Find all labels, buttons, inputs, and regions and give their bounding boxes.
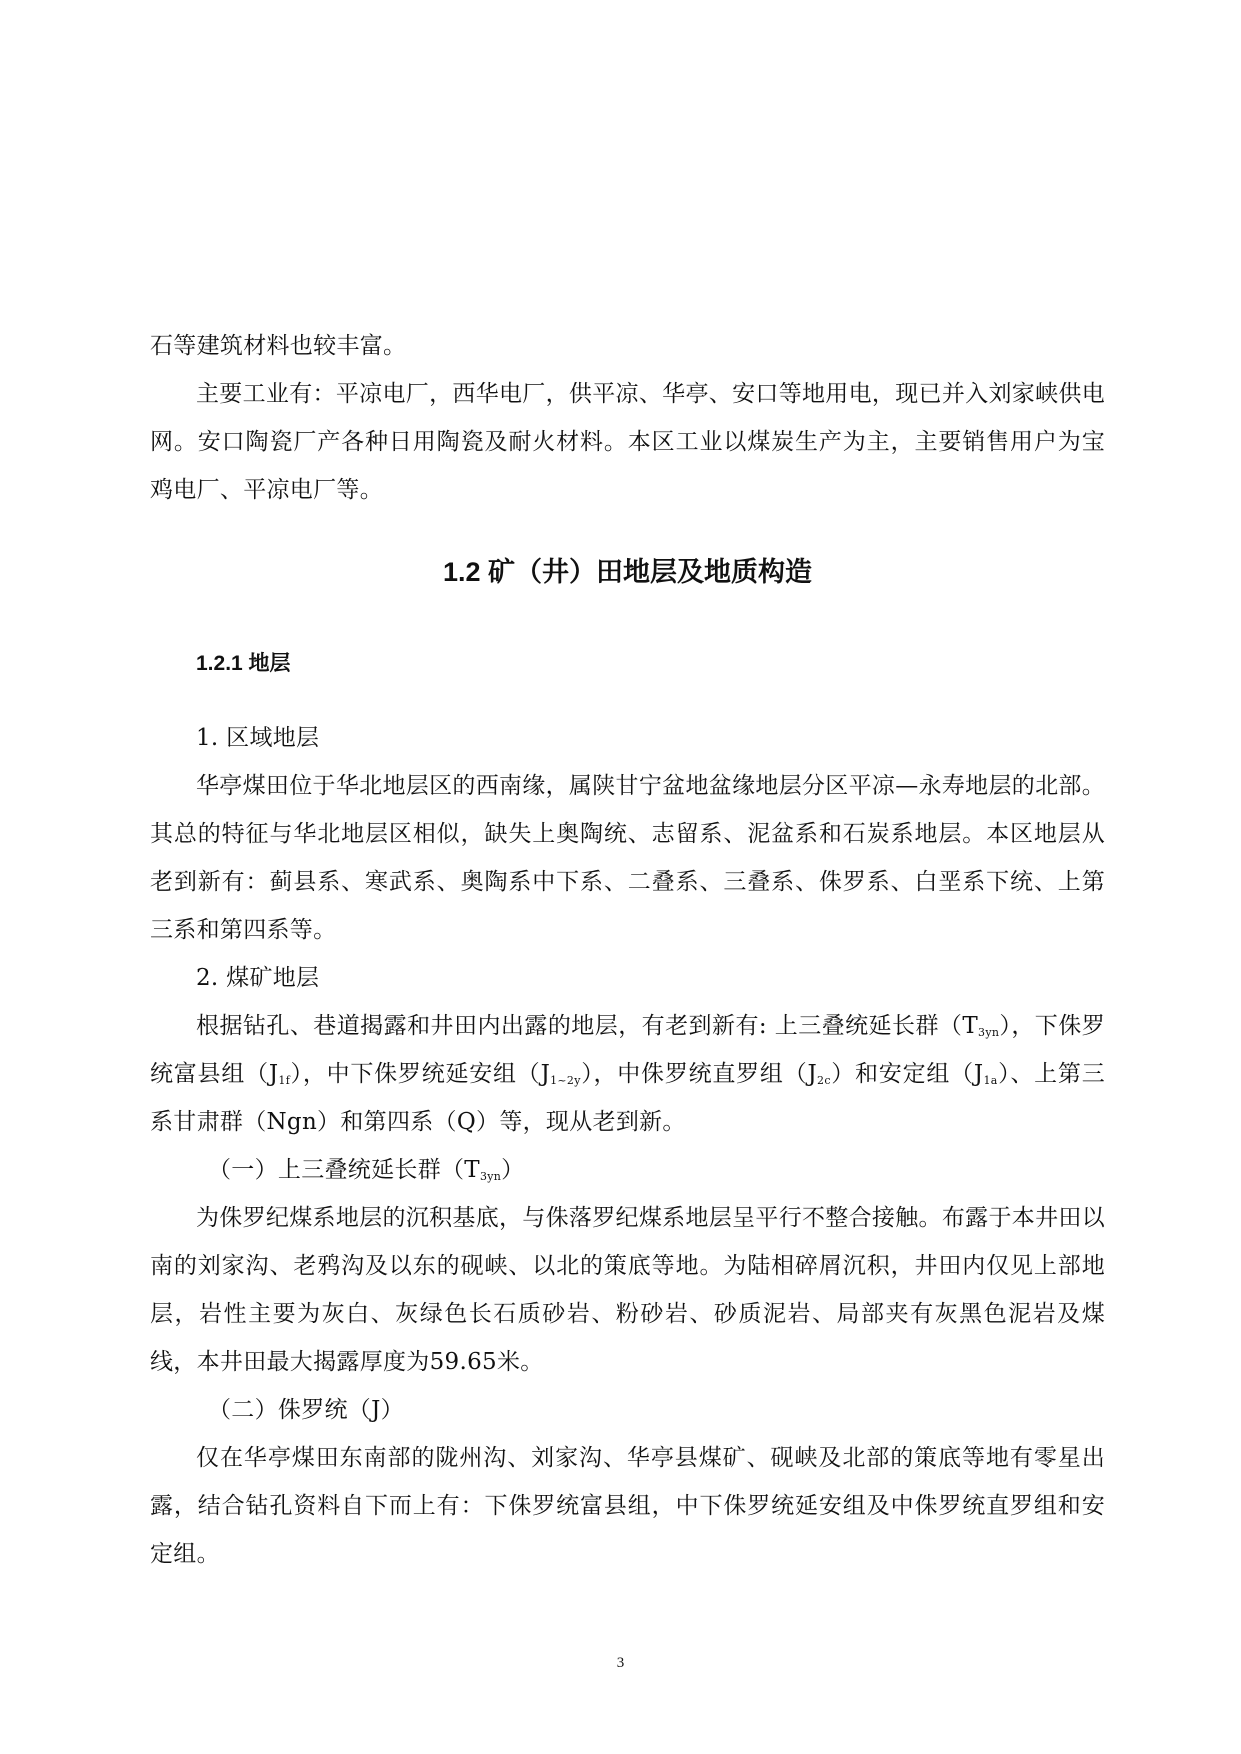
paragraph-industry: 主要工业有：平凉电厂，西华电厂，供平凉、华亭、安口等地用电，现已并入刘家峡供电网。安口陶瓷厂产各种日用陶瓷及耐火材料。本区工业以煤炭生产为主，主要销售用户为宝鸡电厂、平凉电厂等。 xyxy=(150,381,1105,503)
triassic-text: 为侏罗纪煤系地层的沉积基底，与侏落罗纪煤系地层呈平行不整合接触。布露于本井田以南的刘家沟、老鸦沟及以东的砚峡、以北的策底等地。为陆相碎屑沉积，井田内仅见上部地层，岩性主要为灰白、灰绿色长石质砂岩、粉砂岩、砂质泥岩、局部夹有灰黑色泥岩及煤线，本井田最大揭露厚度为59.65米。 xyxy=(150,1205,1105,1375)
section-title: 1.2 矿（井）田地层及地质构造 xyxy=(442,557,813,587)
regional-text: 华亭煤田位于华北地层区的西南缘，属陕甘宁盆地盆缘地层分区平凉—永寿地层的北部。其总的特征与华北地层区相似，缺失上奥陶统、志留系、泥盆系和石炭系地层。本区地层从老到新有：蓟县系、寒武系、奥陶系中下系、二叠系、三叠系、侏罗系、白垩系下统、上第三系和第四系等。 xyxy=(150,773,1105,943)
jurassic-heading: （二）侏罗统（J） xyxy=(208,1397,404,1423)
subsection-title: 1.2.1 地层 xyxy=(196,652,291,675)
triassic-heading: （一）上三叠统延长群$(T_{3yn})$ xyxy=(208,1157,525,1183)
coal-text: 根据钻孔、巷道揭露和井田内出露的地层，有老到新有: 上三叠统延长群$(T_{3yn})$，下侏罗统富县组$(J_{1f})$，中下侏罗统延安组$(J_{1\sim 2y})$，中侏罗统直罗组$(J_{2c})$和安定组$(J_{1a})$、上第三系甘肃群（Ngn）和第四系（Q）等，现从老到新。 xyxy=(150,1013,1106,1135)
document-body xyxy=(150,322,1105,1578)
coal-heading: 2. 煤矿地层 xyxy=(196,965,320,991)
jurassic-text: 仅在华亭煤田东南部的陇州沟、刘家沟、华亭县煤矿、砚峡及北部的策底等地有零星出露，结合钻孔资料自下而上有：下侏罗统富县组，中下侏罗统延安组及中侏罗统直罗组和安定组。 xyxy=(150,1445,1105,1567)
page-number: 3 xyxy=(616,1655,625,1671)
regional-heading: 1. 区域地层 xyxy=(196,725,320,751)
paragraph-materials: 石等建筑材料也较丰富。 xyxy=(150,333,407,359)
